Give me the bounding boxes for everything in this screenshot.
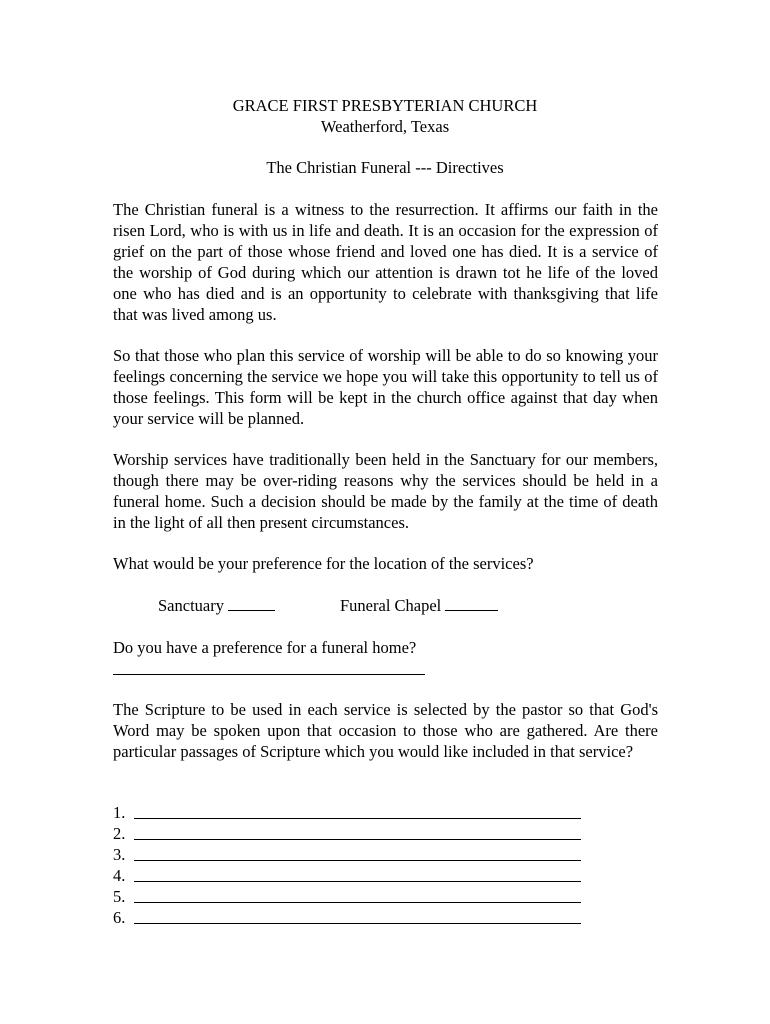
scripture-number: 5. bbox=[113, 887, 126, 906]
scripture-number: 6. bbox=[113, 908, 126, 927]
sanctuary-option bbox=[158, 595, 275, 616]
sanctuary-label: Sanctuary bbox=[158, 596, 224, 615]
scripture-blank[interactable] bbox=[134, 881, 581, 882]
scripture-number: 4. bbox=[113, 866, 126, 885]
funeral-home-blank[interactable] bbox=[113, 674, 425, 675]
funeral-chapel-label: Funeral Chapel bbox=[340, 596, 442, 615]
church-location: Weatherford, Texas bbox=[320, 117, 450, 136]
scripture-blank[interactable] bbox=[134, 839, 581, 840]
scripture-item bbox=[113, 886, 134, 907]
scripture-number: 3. bbox=[113, 845, 126, 864]
scripture-blank[interactable] bbox=[134, 860, 581, 861]
scripture-number: 2. bbox=[113, 824, 126, 843]
sanctuary-blank[interactable] bbox=[228, 596, 275, 611]
location-question: What would be your preference for the location of the services? bbox=[113, 554, 534, 573]
planning-paragraph: So that those who plan this service of worship will be able to do so knowing your feelings concerning the service we hope you will take this opportunity to tell us of those feelings. This form will be kept in the church office against that day when your service will be planned. bbox=[113, 346, 658, 428]
scripture-item bbox=[113, 823, 134, 844]
scripture-item bbox=[113, 865, 134, 886]
funeral-home-question: Do you have a preference for a funeral home? bbox=[113, 638, 417, 657]
funeral-chapel-option bbox=[340, 595, 498, 616]
intro-paragraph: The Christian funeral is a witness to the resurrection. It affirms our faith in the risen Lord, who is with us in life and death. It is an occasion for the expression of grief on the part of those whose friend and loved one has died. It is a service of the worship of God during which our attention is drawn tot he life of the loved one who has died and is an opportunity to celebrate with thanksgiving that life that was lived among us. bbox=[113, 200, 658, 324]
document-title: The Christian Funeral --- Directives bbox=[266, 158, 504, 177]
church-name: GRACE FIRST PRESBYTERIAN CHURCH bbox=[232, 96, 538, 115]
scripture-item bbox=[113, 802, 134, 823]
scripture-item bbox=[113, 907, 134, 928]
scripture-blank[interactable] bbox=[134, 923, 581, 924]
scripture-paragraph: The Scripture to be used in each service is selected by the pastor so that God's Word may be spoken upon that occasion to those who are gathered. Are there particular passages of Scripture which you would like included in that service? bbox=[113, 700, 658, 761]
funeral-chapel-blank[interactable] bbox=[445, 596, 498, 611]
scripture-number: 1. bbox=[113, 803, 126, 822]
scripture-item bbox=[113, 844, 134, 865]
scripture-blank[interactable] bbox=[134, 818, 581, 819]
scripture-blank[interactable] bbox=[134, 902, 581, 903]
scripture-list bbox=[113, 802, 134, 928]
location-paragraph: Worship services have traditionally been held in the Sanctuary for our members, though there may be over-riding reasons why the services should be held in a funeral home. Such a decision should be made by the family at the time of death in the light of all then present circumstances. bbox=[113, 450, 658, 532]
